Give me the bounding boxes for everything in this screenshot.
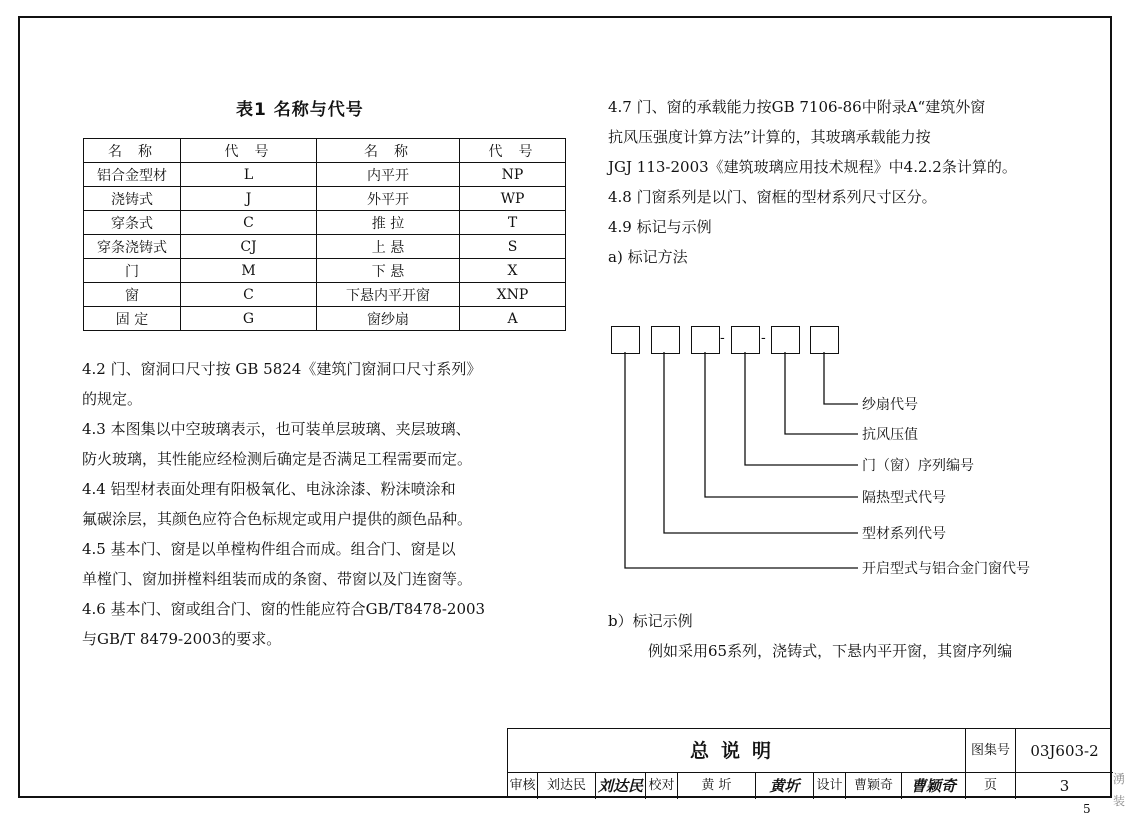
signature-row xyxy=(508,773,1113,799)
table-cell: T xyxy=(460,211,566,235)
text-line: 4.6 基本门、窗或组合门、窗的性能应符合GB/T8478-2003 xyxy=(82,600,486,618)
text-line: 抗风压强度计算方法”计算的，其玻璃承载能力按 xyxy=(608,128,931,146)
text-line: 4.8 门窗系列是以门、窗框的型材系列尺寸区分。 xyxy=(608,188,937,206)
table-cell: NP xyxy=(460,163,566,187)
text-line: 的规定。 xyxy=(82,390,143,408)
leader-line xyxy=(705,352,858,497)
sheet-number: 5 xyxy=(1083,802,1091,816)
table-header-cell: 代号 xyxy=(460,139,566,163)
text-line: 单樘门、窗加拼樘料组装而成的条窗、带窗以及门连窗等。 xyxy=(82,570,473,588)
leader-line xyxy=(625,352,858,568)
text-line: 4.3 本图集以中空玻璃表示，也可装单层玻璃、夹层玻璃、 xyxy=(82,420,471,438)
atlas-number: 03J603-2 xyxy=(1016,729,1113,773)
code-box xyxy=(731,326,760,354)
table-cell: 固 定 xyxy=(84,307,181,331)
reviewer-signature: 刘达民 xyxy=(596,773,646,799)
page-label: 页 xyxy=(966,773,1016,799)
checker-signature: 黄圻 xyxy=(756,773,814,799)
label-wind-pressure: 抗风压值 xyxy=(862,427,918,443)
leader-line xyxy=(824,352,858,404)
designer-name: 曹颖奇 xyxy=(846,773,902,799)
table-cell: 窗纱扇 xyxy=(317,307,460,331)
table-cell: M xyxy=(181,259,317,283)
atlas-label: 图集号 xyxy=(966,729,1016,773)
table-cell: WP xyxy=(460,187,566,211)
table-header-cell: 名称 xyxy=(317,139,460,163)
table-cell: C xyxy=(181,211,317,235)
table-cell: L xyxy=(181,163,317,187)
table-cell: G xyxy=(181,307,317,331)
example-section xyxy=(608,606,1012,666)
table-cell: J xyxy=(181,187,317,211)
table-header-cell: 名称 xyxy=(84,139,181,163)
design-label: 设计 xyxy=(814,773,846,799)
code-box xyxy=(771,326,800,354)
table-title: 表1 名称与代号 xyxy=(236,100,364,120)
table-cell: S xyxy=(460,235,566,259)
table-cell: 内平开 xyxy=(317,163,460,187)
dash-separator: - xyxy=(761,330,766,346)
table-cell: 推 拉 xyxy=(317,211,460,235)
text-line: JGJ 113-2003《建筑玻璃应用技术规程》中4.2.2条计算的。 xyxy=(608,158,1017,176)
page-value: 3 xyxy=(1059,777,1070,795)
table-header-cell: 代号 xyxy=(181,139,317,163)
code-box xyxy=(651,326,680,354)
table-cell: X xyxy=(460,259,566,283)
label-opening-type: 开启型式与铝合金门窗代号 xyxy=(862,561,1030,577)
table-cell: 门 xyxy=(84,259,181,283)
table-cell: C xyxy=(181,283,317,307)
table-cell: 浇铸式 xyxy=(84,187,181,211)
margin-mark: 装 xyxy=(1112,794,1125,808)
text-line: 与GB/T 8479-2003的要求。 xyxy=(82,630,282,648)
text-line: 4.7 门、窗的承载能力按GB 7106-86中附录A“建筑外窗 xyxy=(608,98,986,116)
text-line: 4.2 门、窗洞口尺寸按 GB 5824《建筑门窗洞口尺寸系列》 xyxy=(82,360,482,378)
leader-line xyxy=(745,352,858,465)
designer-signature: 曹颖奇 xyxy=(902,773,966,799)
label-series-number: 门（窗）序列编号 xyxy=(862,458,974,474)
code-box xyxy=(611,326,640,354)
table-cell: 上 悬 xyxy=(317,235,460,259)
table-cell: 窗 xyxy=(84,283,181,307)
leader-line xyxy=(664,352,858,533)
table-cell: 穿条式 xyxy=(84,211,181,235)
review-label: 审核 xyxy=(508,773,538,799)
text-line: 防火玻璃，其性能应经检测后确定是否满足工程需要而定。 xyxy=(82,450,473,468)
margin-mark: 湧 xyxy=(1112,772,1125,786)
label-profile-series: 型材系列代号 xyxy=(862,526,946,542)
table-cell: CJ xyxy=(181,235,317,259)
text-line: a) 标记方法 xyxy=(608,248,688,266)
table-cell: XNP xyxy=(460,283,566,307)
code-box xyxy=(691,326,720,354)
table-cell: 下悬内平开窗 xyxy=(317,283,460,307)
checker-name: 黄 圻 xyxy=(678,773,756,799)
text-line: 4.4 铝型材表面处理有阳极氧化、电泳涂漆、粉沫喷涂和 xyxy=(82,480,456,498)
dash-separator: - xyxy=(720,330,725,346)
table-cell: A xyxy=(460,307,566,331)
table-cell: 外平开 xyxy=(317,187,460,211)
example-text: 例如采用65系列，浇铸式，下悬内平开窗，其窗序列编 xyxy=(648,642,1013,660)
sheet-title: 总说明 xyxy=(508,729,966,773)
leader-line xyxy=(785,352,858,434)
table-cell: 铝合金型材 xyxy=(84,163,181,187)
text-line: 4.5 基本门、窗是以单樘构件组合而成。组合门、窗是以 xyxy=(82,540,456,558)
label-insulation-type: 隔热型式代号 xyxy=(862,490,946,506)
code-box xyxy=(810,326,839,354)
text-line: 氟碳涂层，其颜色应符合色标规定或用户提供的颜色品种。 xyxy=(82,510,473,528)
example-heading: b）标记示例 xyxy=(608,612,693,630)
check-label: 校对 xyxy=(646,773,678,799)
reviewer-name: 刘达民 xyxy=(538,773,596,799)
title-block xyxy=(507,728,1112,798)
text-line: 4.9 标记与示例 xyxy=(608,218,712,236)
label-screen-sash-code: 纱扇代号 xyxy=(862,397,918,413)
table-cell: 下 悬 xyxy=(317,259,460,283)
table-cell: 穿条浇铸式 xyxy=(84,235,181,259)
